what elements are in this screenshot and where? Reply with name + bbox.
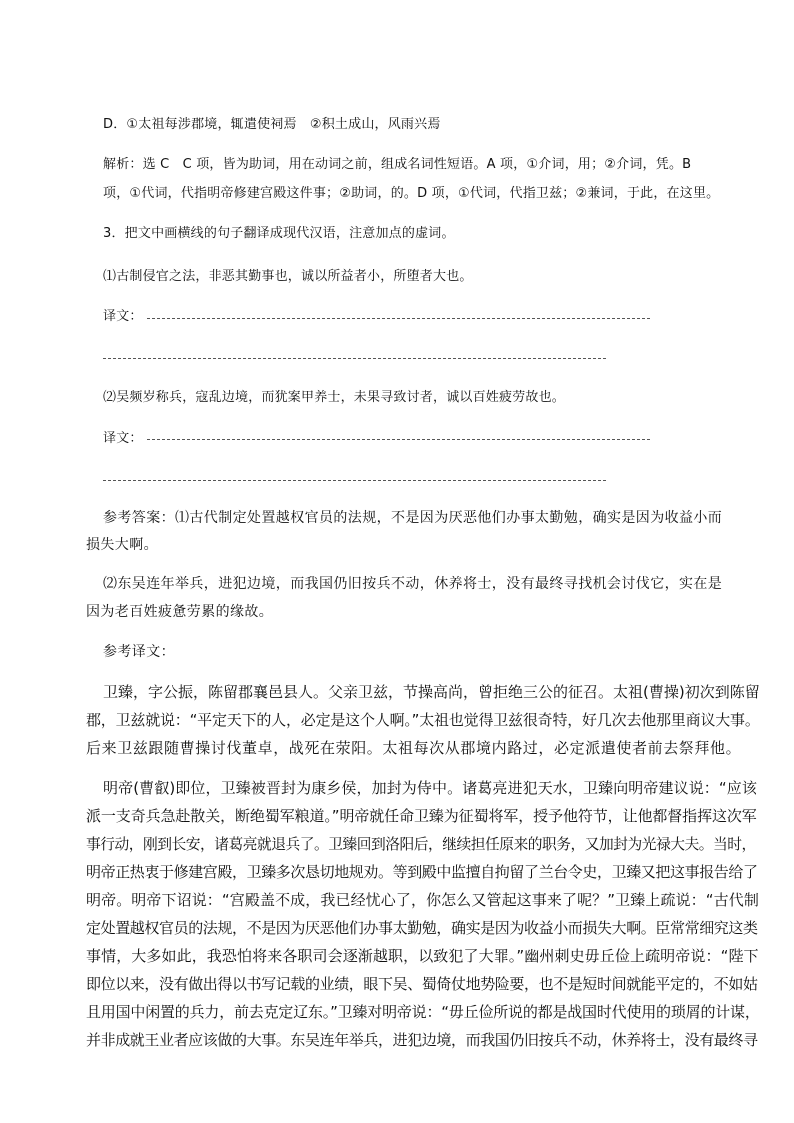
answer-line-1: 参考答案：⑴古代制定处置越权官员的法规，不是因为厌恶他们办事太勤勉，确实是因为收益小而 [103,510,723,526]
para2-line-2: 派一支奇兵急赴散关，断绝蜀军粮道。”明帝就任命卫臻为征蜀将军，授予他符节，让他都督指挥这次军 [86,807,757,825]
answer-blank-1a[interactable] [147,318,650,319]
analysis-line-2: 项，①代词，代指明帝修建宫殿这件事；②助词，的。D 项，①代词，代指卫兹；②兼词，于此，在这里。 [103,186,720,201]
answer-blank-2b[interactable] [103,480,606,481]
para2-line-9: 且用国中闲置的兵力，前去克定辽东。”卫臻对明帝说：“毋丘俭所说的都是战国时代使用的琐屑的计谋， [86,1003,760,1021]
para2-line-10: 并非成就王业者应该做的大事。东吴连年举兵，进犯边境，而我国仍旧按兵不动，休养将士，没有最终寻 [86,1031,758,1049]
para2-line-6: 定处置越权官员的法规，不是因为厌恶他们办事太勤勉，确实是因为收益小而损失大啊。臣常常细究这类 [86,919,758,937]
para2-line-3: 事行动，刚到长安，诸葛亮就退兵了。卫臻回到洛阳后，继续担任原来的职务，又加封为光禄大夫。当时， [86,836,756,853]
reference-title: 参考译文： [103,644,175,660]
para2-line-5: 明帝。明帝下诏说：“宫殿盖不成，我已经忧心了，你怎么又管起这事来了呢？”卫臻上疏说：“古代制 [86,891,759,909]
translation-label-1: 译文： [103,309,143,324]
option-d: D．①太祖每涉郡境，辄遣使祠焉 ②积土成山，风雨兴焉 [103,117,441,132]
para2-line-8: 即位以来，没有做出得以书写记载的业绩，眼下吴、蜀倚仗地势险要，也不是短时间就能平定的，不如姑 [86,975,758,993]
analysis-line-1: 解析：选 C C 项，皆为助词，用在动词之前，组成名词性短语。A 项，①介词，用；②介词，凭。B [103,157,692,172]
sentence-1: ⑴古制侵官之法，非恶其勤事也，诚以所益者小，所堕者大也。 [103,269,473,284]
para2-line-1: 明帝(曹叡)即位，卫臻被晋封为康乡侯，加封为侍中。诸葛亮进犯天水，卫臻向明帝建议说：“应该 [103,779,757,797]
para2-line-4: 明帝正热衷于修建宫殿，卫臻多次恳切地规劝。等到殿中监擅自拘留了兰台令史，卫臻又把这事报告给了 [86,863,758,881]
answer-line-4: 因为老百姓疲惫劳累的缘故。 [86,604,274,620]
para2-line-7: 事情，大多如此，我恐怕将来各职司会逐渐越职，以致犯了大罪。”幽州刺史毋丘俭上疏明帝说：“陛下 [86,947,759,965]
sentence-2: ⑵吴频岁称兵，寇乱边境，而犹案甲养士，未果寻致讨者，诚以百姓疲劳故也。 [103,390,566,405]
para1-line-3: 后来卫兹跟随曹操讨伐董卓，战死在荥阳。太祖每次从郡境内路过，必定派遣使者前去祭拜他。 [86,739,742,757]
question-3: 3．把文中画横线的句子翻译成现代汉语，注意加点的虚词。 [103,226,455,241]
answer-blank-1b[interactable] [103,358,606,359]
translation-label-2: 译文： [103,431,143,446]
answer-line-2: 损失大啊。 [86,537,158,553]
para1-line-2: 郡，卫兹就说：“平定天下的人，必定是这个人啊。”太祖也觉得卫兹很奇特，好几次去他那里商议大事。 [86,711,760,729]
answer-blank-2a[interactable] [147,439,650,440]
answer-line-3: ⑵东吴连年举兵，进犯边境，而我国仍旧按兵不动，休养将士，没有最终寻找机会讨伐它，实在是 [103,576,723,592]
para1-line-1: 卫臻，字公振，陈留郡襄邑县人。父亲卫兹，节操高尚，曾拒绝三公的征召。太祖(曹操)初次到陈留 [103,683,760,701]
